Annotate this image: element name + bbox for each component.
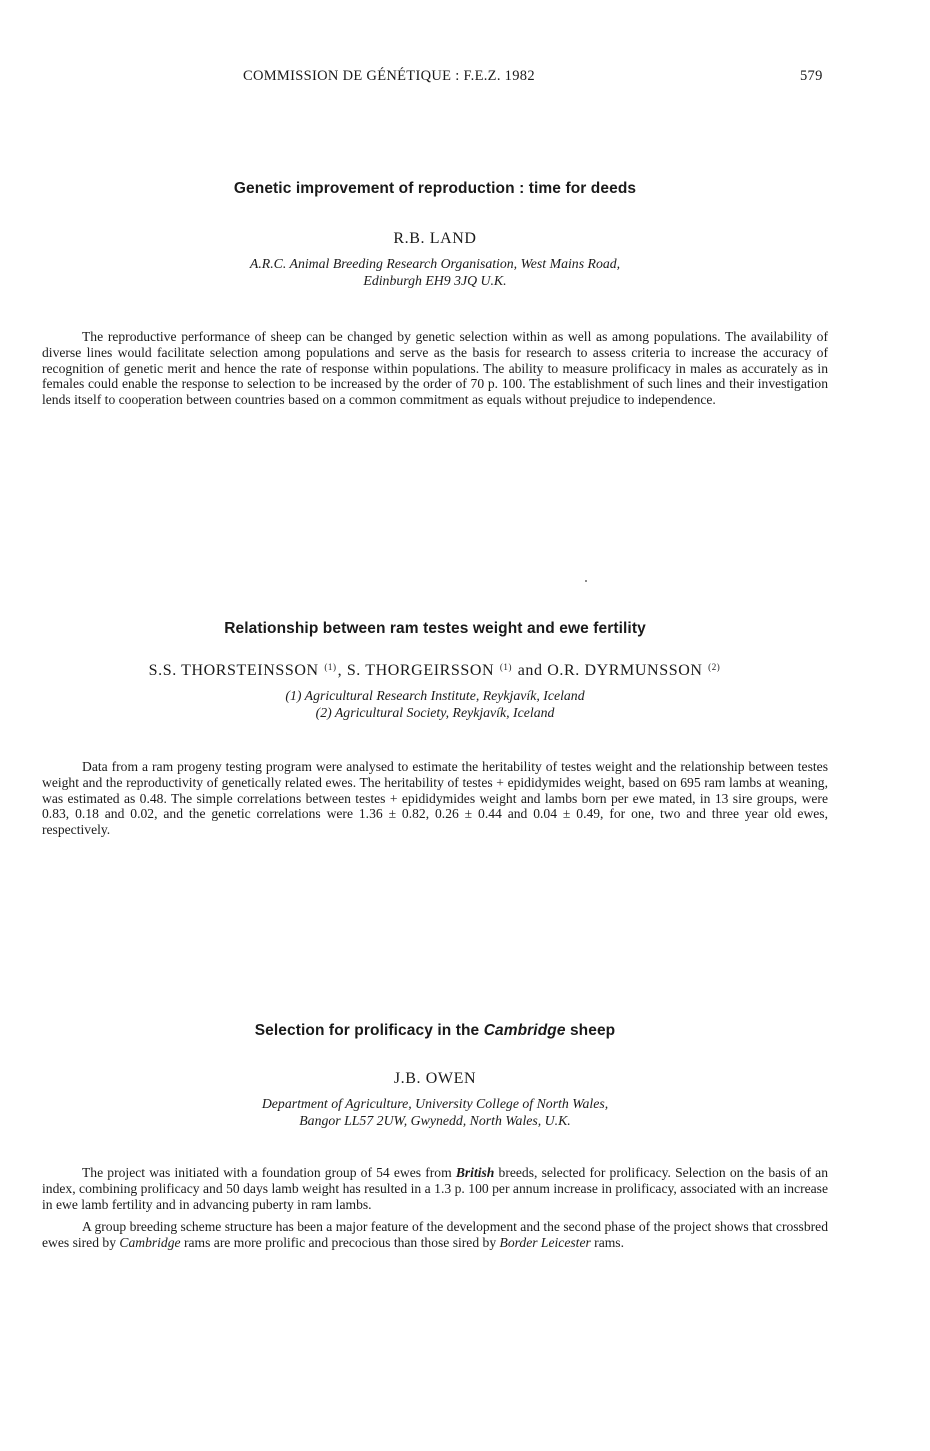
journal-title: COMMISSION DE GÉNÉTIQUE : F.E.Z. 1982: [243, 68, 535, 84]
title-text: Selection for prolificacy in the: [254, 1022, 484, 1039]
author-affiliation-mark: (2): [708, 662, 721, 672]
abstract-authors: S.S. THORSTEINSSON $^{(1)}$, S. THORGEIRSSON $^{(1)}$ and O.R. DYRMUNSSON $^{(2)}$: [148, 662, 721, 679]
paragraph-text: The project was initiated with a foundation group of 54 ewes from: [82, 1165, 456, 1180]
abstract-1: [42, 180, 828, 415]
author-name: J.B. OWEN: [393, 1070, 477, 1087]
abstract-title: [42, 1022, 828, 1040]
abstract-body: [42, 759, 828, 838]
author-name: S.S. THORSTEINSSON: [148, 662, 319, 679]
abstract-authors: [42, 230, 828, 248]
paragraph-text: rams.: [590, 1235, 624, 1251]
author-conjunction: and: [517, 662, 543, 679]
affiliation-line: Edinburgh EH9 3JQ U.K.: [363, 273, 507, 288]
page-number: 579: [800, 68, 823, 84]
affiliation-line: (1) Agricultural Research Institute, Reykjavík, Iceland: [285, 688, 585, 703]
abstract-title: Relationship between ram testes weight and ewe fertility: [224, 620, 646, 637]
abstract-affiliation: [42, 255, 828, 289]
abstract-title: Genetic improvement of reproduction : time for deeds: [233, 180, 637, 197]
abstract-2: [42, 620, 828, 845]
emphasis-text: Cambridge: [119, 1235, 181, 1251]
abstract-affiliation: [42, 687, 828, 721]
author-name: S. THORGEIRSSON: [346, 662, 495, 679]
abstract-paragraph: Data from a ram progeny testing program were analysed to estimate the heritability of testes weight and the relationship between testes weight and the reproductivity of genetically related ewes. The heritability of testes + epididymides weight, based on 695 ram lambs at weaning, was estimated as 0.48. The simple correlations between testes + epididymides weight and lambs born per ewe mated, in 13 sire groups, were 0.83, 0.18 and 0.02, and the genetic correlations were 1.36 ± 0.82, 0.26 ± 0.44 and 0.04 ± 0.49, for one, two and three year old ewes, respectively.: [42, 759, 828, 838]
abstract-paragraph: The reproductive performance of sheep can be changed by genetic selection within as well as among populations. The availability of diverse lines would facilitate selection among populations and serve as the basis for research to assess criteria to increase the accuracy of recognition of genetic merit and hence the rate of response within populations. The ability to measure prolificacy in males as accurately as in females could enable the response to selection to be increased by the order of 70 p. 100. The establishment of such lines and their investigation lends itself to cooperation between countries based on a common commitment as equals without prejudice to independence.: [42, 329, 828, 408]
abstract-authors: [42, 1070, 828, 1088]
author-affiliation-mark: (1): [499, 662, 513, 672]
abstract-3: [42, 1022, 828, 1258]
affiliation-line: Bangor LL57 2UW, Gwynedd, North Wales, U.K.: [299, 1113, 571, 1128]
abstract-paragraph: [42, 1165, 828, 1212]
abstract-affiliation: [42, 1095, 828, 1129]
title-italic: Cambridge: [483, 1022, 566, 1039]
paragraph-text: A group breeding scheme structure has been a major feature of the development and the second phase of the project shows that crossbred ewes sired by: [42, 1219, 828, 1251]
affiliation-line: A.R.C. Animal Breeding Research Organisation, West Mains Road,: [249, 256, 621, 271]
emphasis-text: Border Leicester: [499, 1235, 591, 1251]
paragraph-text: rams are more prolific and precocious than those sired by: [180, 1235, 500, 1251]
abstract-body: [42, 329, 828, 408]
author-name: R.B. LAND: [393, 230, 477, 247]
emphasis-text: British: [455, 1165, 495, 1180]
affiliation-line: Department of Agriculture, University College of North Wales,: [261, 1096, 609, 1111]
abstract-body: [42, 1165, 828, 1251]
abstract-paragraph: [42, 1219, 828, 1251]
paragraph-text: breeds, selected for prolificacy. Selection on the basis of an index, combining prolificacy and 50 days lamb weight has resulted in a 1.3 p. 100 per annum increase in prolificacy, associated with an increase in ewe lamb fertility and in advancing puberty in ram lambs.: [42, 1165, 828, 1212]
author-name: O.R. DYRMUNSSON: [547, 662, 703, 679]
scan-speck: [585, 580, 587, 582]
title-text: sheep: [565, 1022, 616, 1039]
affiliation-line: (2) Agricultural Society, Reykjavík, Iceland: [315, 705, 555, 720]
author-affiliation-mark: (1): [324, 662, 337, 672]
running-header: [0, 68, 930, 90]
